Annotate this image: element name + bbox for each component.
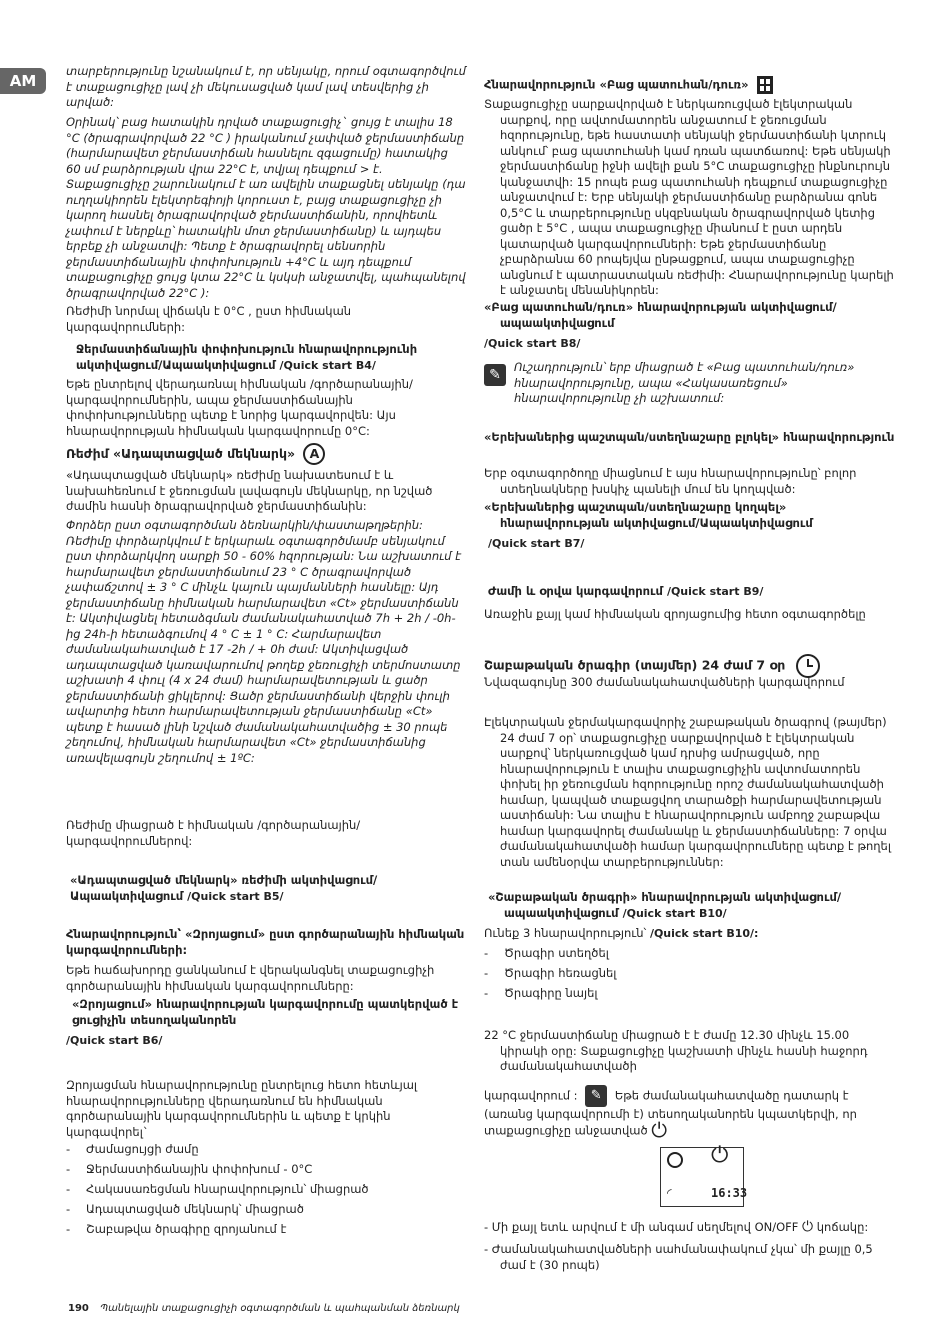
note-paragraph: Ուշադրություն՝ երբ միացրած է «Բաց պատուհան/դուռ» հնարավորությունը, ապա «Հակասառեցում» հնարավորությունը չի աշխատում: [514, 360, 855, 405]
section-heading: «Երեխաներից պաշտպան/ստեղնաշարը կողպել» հնարավորության ակտիվացում/Ապաակտիվացում [484, 500, 813, 530]
quick-start-ref: /Quick start B4/ [279, 358, 376, 372]
paragraph: Ունեք 3 հնարավորություն՝ /Quick start B10/: [484, 926, 759, 940]
page-footer [68, 1301, 460, 1317]
paragraph: Եթե ընտրելով վերադառնալ հիմնական /գործարանային/ կարգավորումներին, ապա ջերմաստիճանային փոփոխությունները պետք է նորից կարգավորվեն: Այս հնարավորության հիմնական կարգավորումը 0°C: [66, 377, 413, 438]
list-item: - Շաբաթվա ծրագիրը զրոյանում է [66, 1222, 287, 1236]
weekly-timer-icon [667, 1152, 683, 1168]
bullet-item: - Մի քայլ ետև արվում է մի անգամ սեղմելով ON/OFF ⏻ կոճակը: [484, 1219, 869, 1235]
page-number: 190 [68, 1303, 89, 1314]
section-heading [66, 443, 466, 465]
paragraph: Ռեժիմի նորմալ վիճակն է 0°C , ըստ հիմնական կարգավորումների: [66, 304, 352, 334]
footer-text: Պանելային տաքացուցիչի օգտագործման և պահպանման ձեռնարկ [100, 1303, 460, 1314]
adaptive-start-icon: A [303, 443, 325, 465]
list-item: - Ծրագիր հեռացնել [484, 966, 617, 980]
heading-text: Շաբաթական ծրագիր (տայմեր) 24 ժամ 7 օր [484, 657, 786, 673]
heading-text: «Շաբաթական ծրագրի» հնարավորության ակտիվացում/ ապաակտիվացում [488, 890, 842, 920]
list-item: - Ադապտացված մեկնարկ՝ միացրած [66, 1202, 304, 1216]
quick-start-ref: /Quick start B8/ [484, 337, 581, 350]
paragraph: տարբերությունը նշանակում է, որ սենյակը, որում օգտագործվում է տաքացուցիչը լավ չի մեկուսացված կամ լավ տեսվերից չի արված: [66, 64, 466, 109]
section-heading: Հնարավորություն՝ «Զրոյացում» ըստ գործարանային հիմնական կարգավորումների: [66, 927, 465, 957]
heading-text: Ջերմաստիճանային փոփոխություն հնարավորությունի ակտիվացում/Ապաակտիվացում [76, 342, 418, 372]
paragraph: կարգավորում : ✎ Եթե ժամանակահատվածը դատարկ է (առանց կարգավորումի է) տեսողականորեն կպատկերվի, որ տաքացուցիչը անջատված ⏻ [484, 1085, 879, 1138]
paragraph: Տաքացուցիչը սարքավորված է ներկառուցված էլեկտրական սարքով, որը ավտոմատորեն անջատում է ջեռուցման հզորությունը, եթե հաստատի սենյակի ջերմաստիճանի կտրուկ անկում՝ բաց պատուհանի կամ դռան պատճառով: Եթե սենյակի ջերմաստիճանը իջնի ավելի քան 5°C տաքացուցիչը ինքնուրույն կանջատվի: 15 րոպե բաց պատուհանի դեպքում տաքացուցիչը անջատվում է: Երբ սենյակի ջերմաստիճանը բարձրանա գոնե 0,5°C և տարբերությունը սկզբնական ծրագրավորված կետից ցածր է 5°C , ապա տաքացուցիչը միանում է ըստ արդեն կատարված կարգավորումների: Եթե ջերմաստիճանը չբարձրանա 60 րոպեյվա ընթացքում, ապա տաքացուցիչը անցնում է պատրաստական ռեժիմի: Հնարավորությունը կարելի է անջատել մենանիկորեն: [484, 97, 894, 297]
list-item: - Ծրագիրը նայել [484, 986, 598, 1000]
section-heading: «Զրոյացում» հնարավորության կարգավորումը պատկերված է ցուցիչին տեսողականորեն [72, 997, 459, 1027]
section-heading [484, 76, 879, 94]
heading-text: Ժամի և օրվա կարգավորում [488, 584, 663, 598]
paragraph: Առաջին քայլ կամ հիմնական զրոյացումից հետո օգտագործելը [484, 607, 866, 621]
section-heading [66, 873, 470, 904]
power-icon: ⏻ [711, 1143, 729, 1168]
heading-text: Հնարավորություն «Բաց պատուհան/դուռ» [484, 77, 749, 92]
on-off-icon: ⏻ [802, 1219, 814, 1235]
paragraph: Էլեկտրական ջերմակարգավորիչ շաբաթական ծրագրով (թայմեր) 24 ժամ 7 օր՝ տաքացուցիչը սարքավորված է էլեկտրական սարքով՝ ներկառուցված կամ դրսից ամրացված, որը հնարավորություն է տալիս տաքացուցիչին ավտոմատորեն փոխել իր ջեռուցման հզորությունը որոշ ժամանակահատվածի համար, կապված տաքացվող տարածքի հարմարավետության աստիճանի: Նա տալիս է հնարավորություն ամբողջ շաբաթվա համար կարգավորել ժամանակը և ջերմաստիճանները: 7 օրվա ժամանակահատվածի համար կարգավորումները պետք է թողել տան ամենօրվա տարբերություններ: [484, 715, 891, 869]
paragraph: Զրոյացման հնարավորությունը ընտրելուց հետո հետևյալ հնարավորությունները վերադառնում են հիմնական գործարանային կարգավորումներին և պետք է կրկին կարգավորել` [66, 1078, 418, 1139]
heading-text: Ռեժիմ «Ադապտացված մեկնարկ» [66, 446, 296, 461]
list-item: - Ժամացույցի ժամը [66, 1142, 199, 1156]
pencil-icon: ✎ [484, 364, 506, 386]
paragraph: Ռեժիմը միացրած է հիմնական /գործարանային/ կարգավորումներով: [66, 818, 361, 848]
paragraph: Նվազագույնը 300 ժամանակահատվածների կարգավորում [484, 675, 845, 689]
tests-paragraph: Փորձեր ըստ օգտագործման ձեռնարկին/փաստաթղթերին: Ռեժիմը փորձարկվում է երկարաև օգտագործմամբ սենյակում ըստ փորձարկվող սարքի 50 - 60% հզորության: Նա աշխատում է հարմարավետ ջերմաստիճանում 23 ° C ծրագրավորված չափաճշտով ± 3 ° C մինչև կայուն պայմանների հասնելը: Այդ ջերմաստիճանը հիմնական հարմարավետ «Ct» ջերմաստիճանն է: Ակտիվացնել հետաձգման ժամանակահատված 7h + 2h / -0h-ից 24h-ի հետաձգումով 4 ° C ± 1 ° C: Հարմարավետ ժամանակահատված է 17 -2h / + 0h ժամ: Ակտիվացված ադապտացված կառավարումով թողեք ջեռուցիչի տերմոստատը աշխատի 4 փուլ (4 x 24 ժամ) հարմարավետության և ցածր ջերմաստիճանի ցիկլերով: Ցածր ջերմաստիճանի վերջին փուլի ավարտից հետո հարմարավետության ջերմաստիճանը «Ct» պետք է հասած լինի նշված ժամանակահատվածից ± 30 րոպե շեղումով, հիմնական հարմարավետ «Ct» ջերմաստիճանից առավելագույն շեղումով ± 1ºC: [66, 518, 462, 765]
section-heading [484, 890, 899, 921]
language-tab: AM [0, 68, 46, 94]
example-paragraph: Օրինակ՝ բաց հատակին դրված տաքացուցիչ` ցույց է տալիս 18 °C (ծրագրավորված 22 °C ) իրականում չափված ջերմաստիճանը (հարմարավետ ջերմաստիճան հասնելու զգացումը) հատակից 60 սմ բարձրության վրա 22°C է, տվյալ դեպքում > է. Տաքացուցիչը շարունակում է առ ավելին տաքացնել սենյակը (դա ուղղակիորեն էլեկտրեգիոյի կորուստ է, բայց տաքացուցիչը չի կարող հասնել ծրագրավորված ջերմաստիճանին, որովհետև չափում է ներքևը՝ հատակին մոտ ջերմաստիճանը) և այդպես երբեք չի անջատվի: Պետք է ծրագրավորել սենսորին ջերմաստիճանային փոփոխություն +4°C և այդ դեպքում տաքացուցիչը ցույց կտա 22°C և կսկսի անջատվել, պահպանելով ծրագրավորված 22°C ): [66, 115, 466, 300]
quick-start-ref: /Quick start B10/ [622, 906, 727, 920]
heading-text: «Ադապտացված մեկնարկ» ռեժիմի ակտիվացում/ Ապաակտիվացում [70, 873, 378, 903]
power-icon: ⏻ [651, 1117, 668, 1142]
list-item: - Ջերմաստիճանային փոփոխում - 0°C [66, 1162, 313, 1176]
signal-icon: ◜ [667, 1186, 672, 1200]
section-heading: «Երեխաներից պաշտպան/ստեղնաշարը բլոկել» հնարավորություն [484, 430, 895, 444]
display-time: 16:33 [711, 1186, 748, 1200]
section-heading: «Բաց պատուհան/դուռ» հնարավորության ակտիվացում/ ապաակտիվացում [484, 300, 837, 330]
paragraph: Եթե հաճախորդը ցանկանում է վերականգնել տաքացուցիչի գործարանային հիմնական կարգավորումները: [66, 963, 435, 993]
bullet-item: - Ժամանակահատվածների սահմանափակում չկա՝ մի քայլը 0,5 ժամ է (30 րոպե) [484, 1242, 873, 1272]
quick-start-ref: /Quick start B6/ [66, 1034, 163, 1047]
quick-start-ref: /Quick start B5/ [187, 889, 284, 903]
quick-start-ref: /Quick start B10/: [649, 927, 759, 940]
heater-display [660, 1143, 748, 1207]
quick-start-ref: /Quick start B9/ [666, 585, 764, 598]
paragraph: Երբ օգտագործողը միացնում է այս հնարավորությունը՝ բոլոր ստեղնակները խսկիչ պանելի մում են կողպված: [484, 466, 857, 496]
pencil-icon: ✎ [585, 1085, 607, 1107]
paragraph: 22 °C ջերմաստիճանը միացրած է է ժամը 12.30 մինչև 15.00 կիրակի օրը: Տաքացուցիչը կաշխատի մինչև հասնի հաջորդ ժամանակահատվածի [484, 1028, 868, 1073]
window-icon [757, 76, 773, 94]
list-item: - Հակասառեցման հնարավորություն՝ միացրած [66, 1182, 369, 1196]
paragraph: «Ադապտացված մեկնարկ» ռեժիմը նախատեսում է և նախահեռնում է ջեռուցման լավագույն մեկնարկը, որ նշված ժամին հասնի ծրագրավորված ջերմաստիճանին: [66, 468, 433, 513]
section-heading [66, 342, 476, 373]
list-item: - Ծրագիր ստեղծել [484, 946, 609, 960]
section-heading [484, 584, 883, 600]
quick-start-ref: /Quick start B7/ [488, 537, 585, 550]
